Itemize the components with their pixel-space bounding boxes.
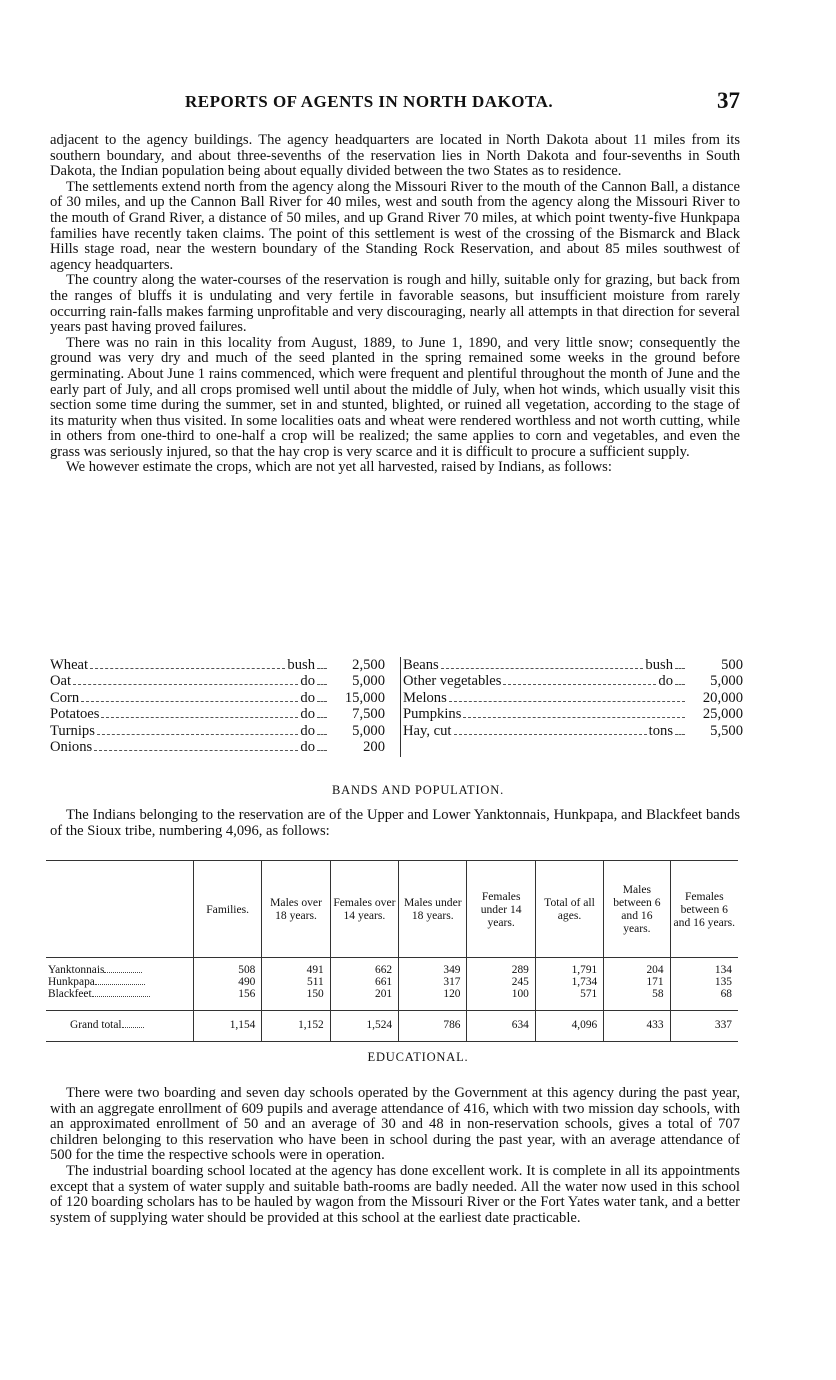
column-header: Females between 6 and 16 years. <box>670 861 738 958</box>
paragraph: There were two boarding and seven day schools operated by the Government at this agency during the past year, with an aggregate enrollment of 609 pupils and average attendance of 416, which with two mission day schools, with an approximated enrollment of 50 and an average of 30 and 48 in non-reservation schools, gives a total of 707 children belonging to this reservation who have been in school during the past year, with an average attendance of 500 for the time the respective schools were in operation. <box>50 1085 740 1164</box>
crop-row: Wheat bush 2,500 <box>50 657 385 673</box>
crops-table <box>50 657 743 762</box>
crop-row: Beans bush 500 <box>403 657 743 673</box>
column-header: Males over 18 years. <box>262 861 330 958</box>
column-header: Females over 14 years. <box>330 861 398 958</box>
intro-text <box>50 133 740 476</box>
paragraph: There was no rain in this locality from August, 1889, to June 1, 1890, and very little snow; consequently the ground was very dry and much of the seed planted in the spring remained some weeks in the ground before germinating. About June 1 rains commenced, which were frequent and plentiful throughout the month of June and the early part of July, and all crops promised well until about the middle of July, when hot winds, which usually visit this section some time during the summer, set in and stunted, blighted, or ruined all vegetation, according to the stage of its maturity when thus visited. In some localities oats and wheat were rendered worthless and not worth cutting, while in others from one-third to one-half a crop will be realized; the same applies to corn and vegetables, and even the grass was seriously injured, so that the hay crop is very scarce and it is difficult to procure a sufficient supply. <box>50 334 740 460</box>
educational-text <box>50 1086 740 1226</box>
column-header: Females under 14 years. <box>467 861 535 958</box>
educational-section-title: EDUCATIONAL. <box>367 1050 469 1064</box>
paragraph: The Indians belonging to the reservation are of the Upper and Lower Yanktonnais, Hunkpapa, and Blackfeet bands of the Sioux tribe, numbering 4,096, as follows: <box>50 807 740 839</box>
table-total-row: Grand total 1,154 1,152 1,524 786 634 4,096 433 337 <box>46 1011 738 1042</box>
crops-left-column <box>50 657 385 755</box>
crop-row: Potatoes do 7,500 <box>50 706 385 723</box>
column-header: Total of all ages. <box>535 861 603 958</box>
crop-row: Melons 20,000 <box>403 689 743 706</box>
bands-section-title: BANDS AND POPULATION. <box>331 783 505 797</box>
crop-row: Pumpkins 25,000 <box>403 706 743 723</box>
crop-row: Hay, cut tons 5,500 <box>403 722 743 739</box>
paragraph: The industrial boarding school located at the agency has done excellent work. It is complete in all its appointments except that a system of water supply and suitable bath-rooms are badly needed. All the water now used in this school of 120 boarding scholars has to be hauled by wagon from the Missouri River or the Fort Yates water tank, and a better system of supplying water should be provided at this school at the earliest date practicable. <box>50 1162 740 1226</box>
crops-right-column <box>400 657 743 757</box>
column-header: Males between 6 and 16 years. <box>604 861 670 958</box>
crop-row: Oat do 5,000 <box>50 673 385 690</box>
table-row: Hunkpapa 490 511 661 317 245 1,734 171 135 <box>46 976 738 988</box>
paragraph: adjacent to the agency buildings. The agency headquarters are located in North Dakota about 11 miles from its southern boundary, and about three-sevenths of the reservation lies in North Dakota and four-sevenths in South Dakota, the Indian population being about equally divided between the two States as to residence. <box>50 132 740 180</box>
paragraph: The country along the water-courses of the reservation is rough and hilly, suitable only for grazing, but back from the ranges of bluffs it is undulating and very fertile in favorable seasons, but insufficient moisture from rarely occurring rain-falls makes farming unprofitable and very discouraging, nearly all attempts in that direction for several years past having proved failures. <box>50 272 740 336</box>
column-header: Families. <box>193 861 261 958</box>
crop-row: Onions do 200 <box>50 738 385 755</box>
bands-text <box>50 808 740 839</box>
page-header <box>50 90 740 116</box>
crop-row: Turnips do 5,000 <box>50 722 385 739</box>
running-title: REPORTS OF AGENTS IN NORTH DAKOTA. <box>185 92 554 111</box>
table-row: Blackfeet 156 150 201 120 100 571 58 68 <box>46 988 738 1011</box>
table-header-row <box>46 861 738 958</box>
paragraph: We however estimate the crops, which are not yet all harvested, raised by Indians, as follows: <box>66 459 612 476</box>
crop-row: Corn do 15,000 <box>50 689 385 706</box>
page-number: 37 <box>717 88 740 113</box>
crop-row: Other vegetables do 5,000 <box>403 673 743 690</box>
paragraph: The settlements extend north from the agency along the Missouri River to the mouth of the Cannon Ball, a distance of 30 miles, and up the Cannon Ball River for 40 miles, west and south from the agency along the Missouri River to the mouth of Grand River, a distance of 50 miles, and up Grand River 70 miles, at which point twenty-five Hunkpapa families have recently taken claims. The point of this settlement is west of the crossing of the Bismarck and Black Hills stage road, near the western boundary of the Standing Rock Reservation, and about 85 miles southwest of agency headquarters. <box>50 178 740 273</box>
table-corner <box>46 861 193 958</box>
population-table <box>46 860 738 1042</box>
table-row: Yanktonnais 508 491 662 349 289 1,791 204 134 <box>46 958 738 977</box>
column-header: Males under 18 years. <box>399 861 467 958</box>
